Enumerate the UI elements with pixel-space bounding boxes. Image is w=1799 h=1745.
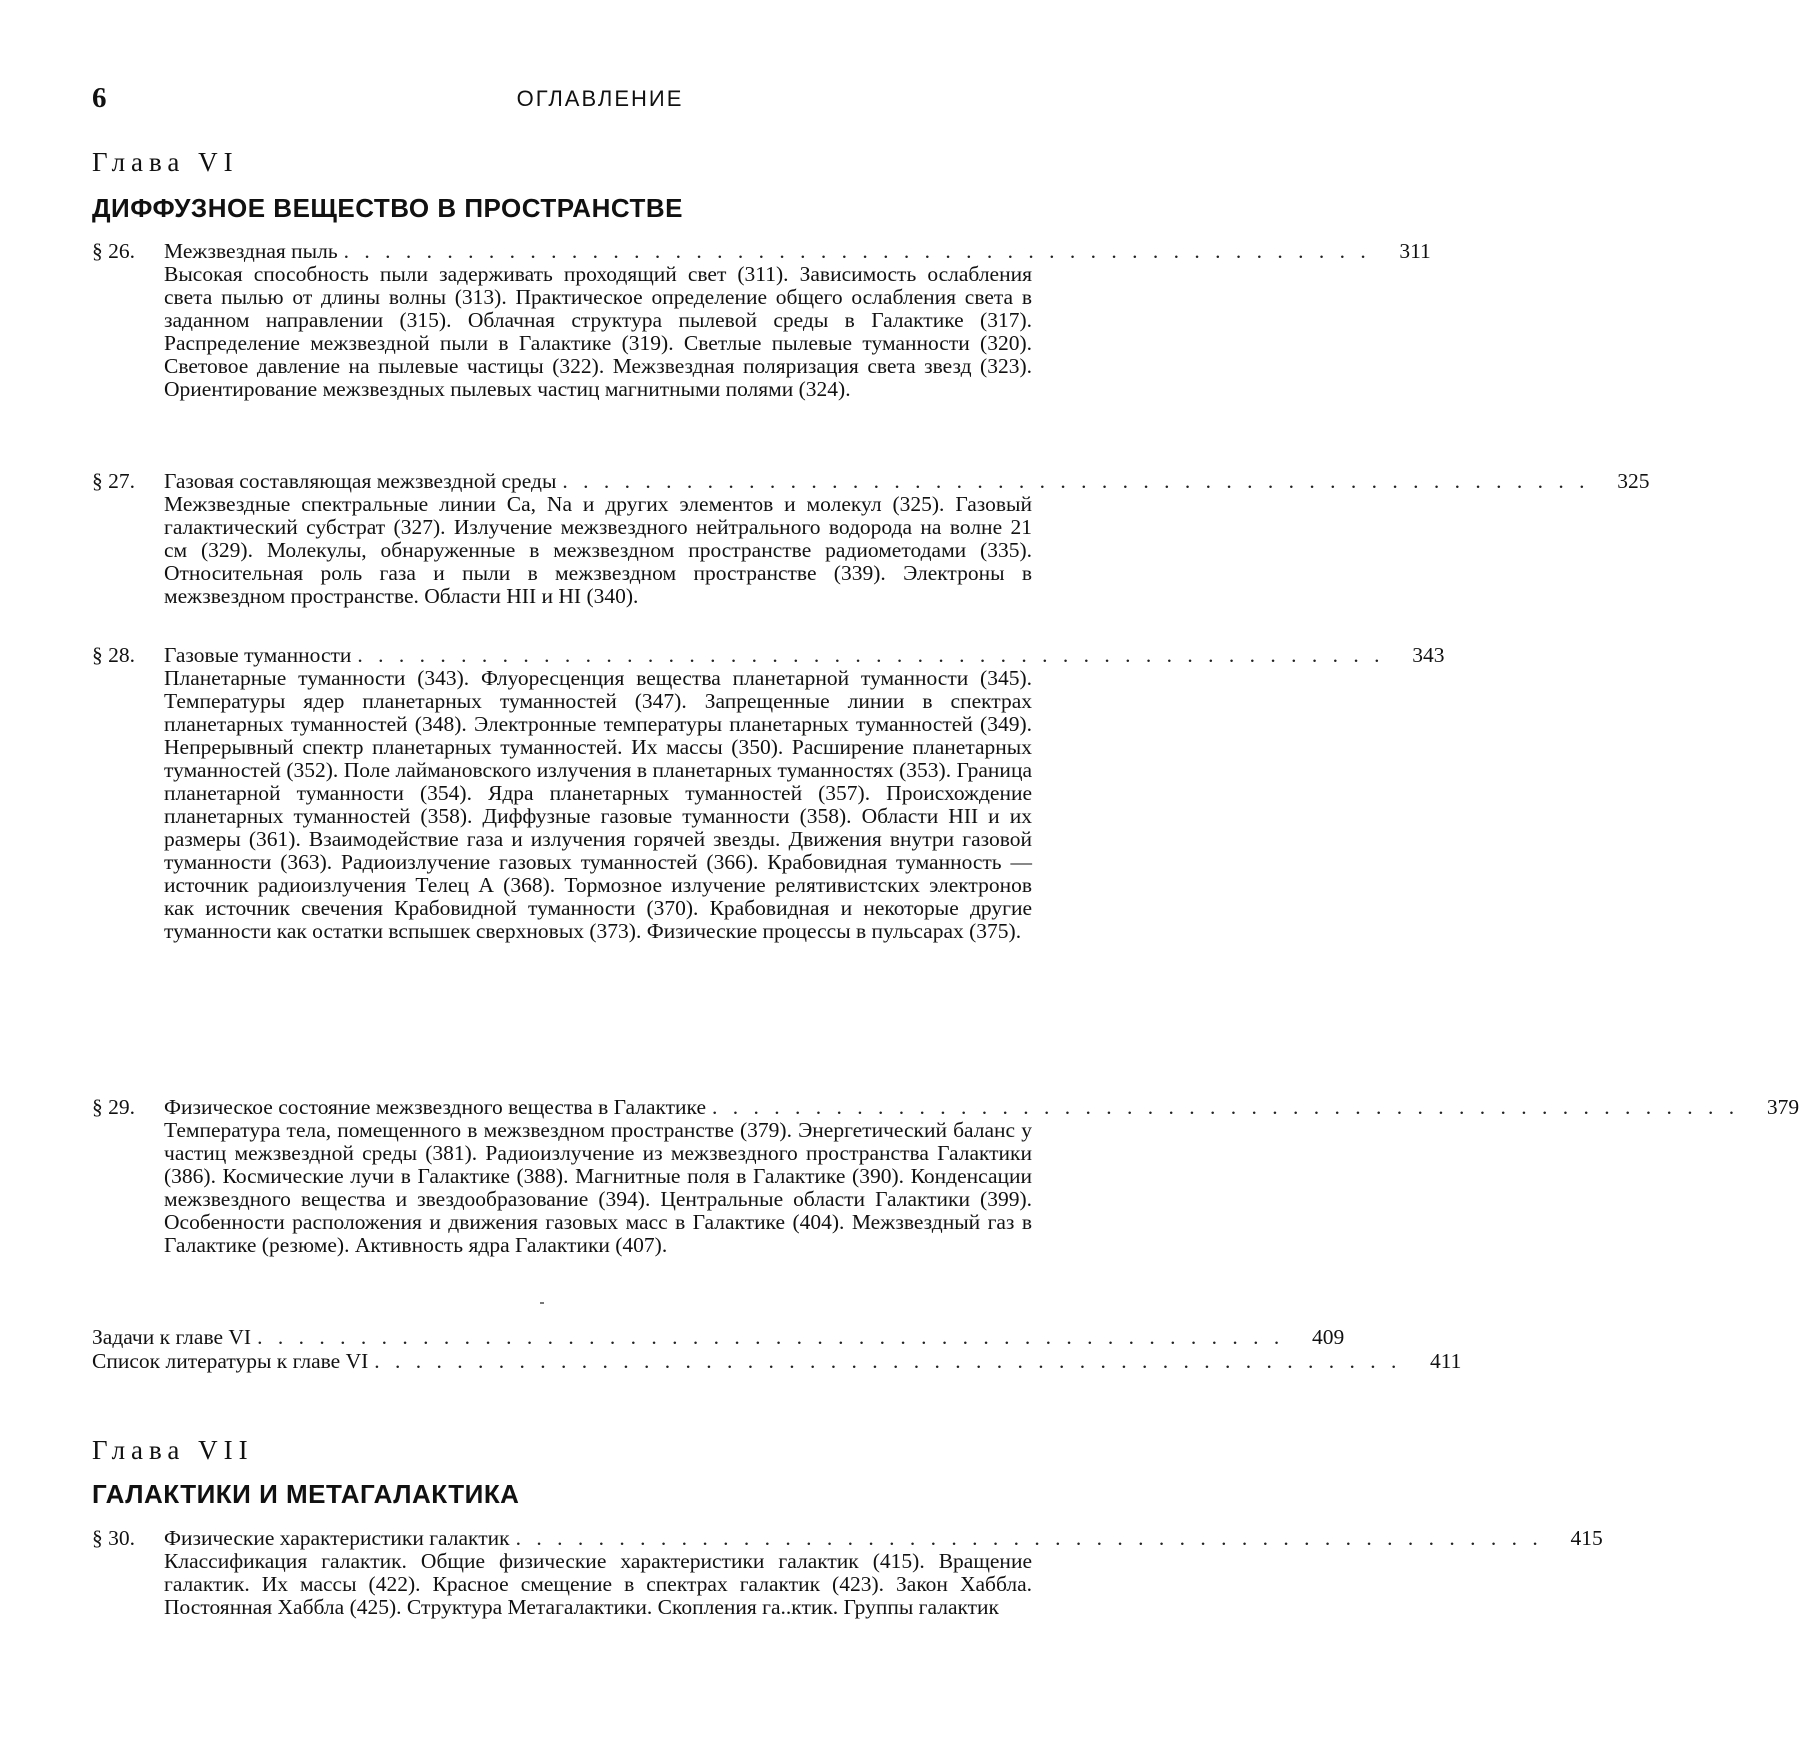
section-page[interactable]: 343 xyxy=(1412,643,1445,667)
extra-title[interactable]: Список литературы к главе VI xyxy=(92,1349,369,1373)
page-number: 6 xyxy=(92,82,107,114)
dot-leader: . . . . . . . . . . . . . . . . . . . . . . . . . . . . . . . . . . . . . . . . . . . . . . . . . . xyxy=(374,1349,1402,1373)
section-description: Планетарные туманности (343). Флуоресценция вещества планетарной туманности (345). Температуры ядер планетарных туманностей (347). Запрещенные линии в спектрах планетарных туманностей (348). Электронные температуры планетарных туманностей (349). Непрерывный спектр планетарных туманностей. Их массы (350). Расширение планетарных туманностей (352). Поле лаймановского излучения в планетарных туманностях (353). Граница планетарной туманности (354). Ядра планетарных туманностей (357). Происхождение планетарных туманностей (358). Диффузные газовые туманности (358). Области HII и их размеры (361). Взаимодействие газа и излучения горячей звезды. Движения внутри газовой туманности (363). Радиоизлучение газовых туманностей (366). Крабовидная туманность — источник радиоизлучения Телец А (368). Тормозное излучение релятивистских электронов как источник свечения Крабовидной туманности (370). Крабовидная и некоторые другие туманности как остатки вспышек сверхновых (373). Физические процессы в пульсарах (375). xyxy=(164,666,1032,943)
toc-entry-28 xyxy=(92,643,1445,943)
section-page[interactable]: 379 xyxy=(1766,1095,1799,1119)
chapter-7-label: Глава VII xyxy=(92,1435,254,1465)
toc-entry-29 xyxy=(92,1095,1799,1257)
chapter-7-title: ГАЛАКТИКИ И МЕТАГАЛАКТИКА xyxy=(92,1479,520,1509)
running-title: ОГЛАВЛЕНИЕ xyxy=(516,86,684,111)
section-description: Температура тела, помещенного в межзвездном пространстве (379). Энергетический баланс у частиц межзвездной среды (381). Радиоизлучение из межзвездного пространства Галактики (386). Космические лучи в Галактике (388). Магнитные поля в Галактике (390). Конденсации межзвездного вещества и звездообразование (394). Центральные области Галактики (399). Особенности расположения и движения газовых масс в Галактике (404). Межзвездный газ в Галактике (резюме). Активность ядра Галактики (407). xyxy=(164,1118,1032,1257)
section-title[interactable]: Межзвездная пыль xyxy=(164,239,338,263)
dot-leader: . . . . . . . . . . . . . . . . . . . . . . . . . . . . . . . . . . . . . . . . . . . . . . . . . . xyxy=(562,469,1590,493)
toc-entry-26 xyxy=(92,239,1431,401)
section-number: § 29. xyxy=(92,1095,135,1119)
section-description: Классификация галактик. Общие физические характеристики галактик (415). Вращение галактик. Их массы (422). Красное смещение в спектрах галактик (423). Закон Хаббла. Постоянная Хаббла (425). Структура Метагалактики. Скопления га..ктик. Группы галактик xyxy=(164,1549,1032,1619)
section-page[interactable]: 311 xyxy=(1399,239,1431,263)
section-title[interactable]: Газовая составляющая межзвездной среды xyxy=(164,469,557,493)
section-description: Межзвездные спектральные линии Ca, Na и других элементов и молекул (325). Газовый галактический субстрат (327). Излучение межзвездного нейтрального водорода на волне 21 см (329). Молекулы, обнаруженные в межзвездном пространстве радиометодами (335). Относительная роль газа и пыли в межзвездном пространстве (339). Электроны в межзвездном пространстве. Области HII и HI (340). xyxy=(164,492,1032,608)
toc-entry-30 xyxy=(92,1526,1603,1619)
page-header xyxy=(92,82,1108,122)
section-number: § 30. xyxy=(92,1526,135,1550)
extra-page[interactable]: 411 xyxy=(1429,1349,1462,1373)
section-title[interactable]: Газовые туманности xyxy=(164,643,352,667)
scan-speck xyxy=(540,1302,544,1304)
chapter-6-label: Глава VI xyxy=(92,147,239,177)
section-page[interactable]: 325 xyxy=(1617,469,1650,493)
extra-title[interactable]: Задачи к главе VI xyxy=(92,1325,252,1349)
dot-leader: . . . . . . . . . . . . . . . . . . . . . . . . . . . . . . . . . . . . . . . . . . . . . . . . . . xyxy=(343,239,1371,263)
section-title[interactable]: Физическое состояние межзвездного вещества в Галактике xyxy=(164,1095,707,1119)
section-number: § 26. xyxy=(92,239,135,263)
toc-entry-references xyxy=(92,1349,1462,1373)
section-number: § 28. xyxy=(92,643,135,667)
dot-leader: . . . . . . . . . . . . . . . . . . . . . . . . . . . . . . . . . . . . . . . . . . . . . . . . . . xyxy=(357,643,1385,667)
section-title[interactable]: Физические характеристики галактик xyxy=(164,1526,510,1550)
extra-page[interactable]: 409 xyxy=(1311,1325,1345,1349)
dot-leader: . . . . . . . . . . . . . . . . . . . . . . . . . . . . . . . . . . . . . . . . . . . . . . . . . . xyxy=(712,1095,1740,1119)
section-page[interactable]: 415 xyxy=(1570,1526,1603,1550)
dot-leader: . . . . . . . . . . . . . . . . . . . . . . . . . . . . . . . . . . . . . . . . . . . . . . . . . . xyxy=(257,1325,1285,1349)
toc-entry-27 xyxy=(92,469,1650,608)
toc-entry-problems xyxy=(92,1325,1345,1349)
dot-leader: . . . . . . . . . . . . . . . . . . . . . . . . . . . . . . . . . . . . . . . . . . . . . . . . . . xyxy=(515,1526,1543,1550)
section-description: Высокая способность пыли задерживать проходящий свет (311). Зависимость ослабления света пылью от длины волны (313). Практическое определение общего ослабления света в заданном направлении (315). Облачная структура пылевой среды в Галактике (317). Распределение межзвездной пыли в Галактике (319). Светлые пылевые туманности (320). Световое давление на пылевые частицы (322). Межзвездная поляризация света звезд (323). Ориентирование межзвездных пылевых частиц магнитными полями (324). xyxy=(164,262,1032,401)
chapter-6-title: ДИФФУЗНОЕ ВЕЩЕСТВО В ПРОСТРАНСТВЕ xyxy=(92,193,683,223)
section-number: § 27. xyxy=(92,469,135,493)
